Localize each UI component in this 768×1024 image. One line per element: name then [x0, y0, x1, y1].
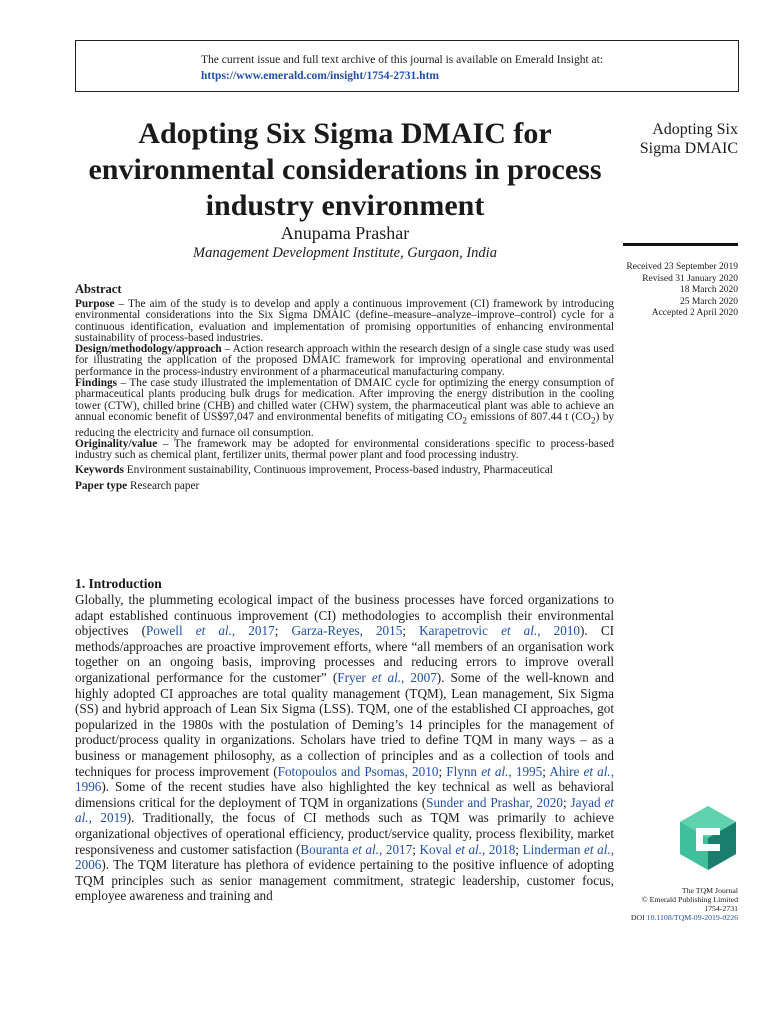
body-text: ). The TQM literature has plethora of evidence pertaining to the positive influence of adopting TQM principles such as senior management commitment, strategic leadership, customer focus, employee awareness and training and	[75, 857, 614, 904]
paper-type	[75, 481, 614, 492]
section-heading-introduction: 1. Introduction	[75, 576, 162, 591]
keywords	[75, 465, 614, 476]
purpose-label: Purpose	[75, 298, 115, 310]
originality-text: – The framework may be adopted for environmental considerations specific to process-based industry such as chemical plant, fertilizer units, thermal power plant and food processing industry.	[75, 437, 614, 462]
abstract	[75, 282, 614, 492]
citation-link[interactable]: Powell et al., 2017	[145, 623, 275, 639]
findings-label: Findings	[75, 377, 118, 390]
journal-publisher: © Emerald Publishing Limited	[641, 895, 738, 904]
abstract-originality	[75, 439, 614, 462]
citation-link[interactable]: Sunder and Prashar, 2020	[426, 794, 563, 810]
abstract-findings	[75, 378, 614, 439]
crossref-logo-icon	[678, 804, 738, 884]
keywords-text: Environment sustainability, Continuous improvement, Process-based industry, Pharmaceutical	[123, 464, 553, 477]
abstract-heading: Abstract	[75, 282, 122, 296]
author-affiliation: Management Development Institute, Gurgaon, India	[193, 245, 497, 261]
body-text: ). CI methods/approaches are proactive improvement efforts, where “all members of an organisation work together on an ongoing basis, improving processes and reducing errors to improve overall organizational performance for the customer” (	[75, 623, 615, 685]
body-text: Globally, the plummeting ecological impact of the business processes have forced organizations to adapt established continuous improvement (CI) methodologies to accomplish their environmental objectives (	[75, 592, 614, 639]
doi-link[interactable]: 10.1108/TQM-09-2019-0226	[646, 913, 738, 922]
findings-text-b: emissions of 807.44 t (CO	[467, 410, 591, 423]
date-accepted: Accepted 2 April 2020	[651, 308, 738, 318]
body-text: ). Traditionally, the focus of CI methods such as TQM was primarily to achieve organizational objectives of operational efficiency, product/service quality, process flexibility, market responsiveness and customer satisfaction (	[75, 810, 614, 857]
citation-link[interactable]: Karapetrovic et al., 2010	[419, 623, 581, 639]
citation-link[interactable]: Garza-Reyes, 2015	[291, 623, 403, 639]
citation-link[interactable]: Flynn et al., 1995	[446, 763, 543, 779]
date-revised-2: 18 March 2020	[679, 285, 738, 295]
body-text: ;	[412, 841, 420, 857]
abstract-purpose	[75, 299, 614, 344]
journal-issn: 1754-2731	[704, 904, 738, 913]
date-revised-3: 25 March 2020	[679, 296, 738, 307]
subscript-2b: 2	[590, 416, 596, 427]
submission-dates	[600, 262, 738, 320]
body-text: ;	[402, 623, 420, 639]
journal-name: The TQM Journal	[681, 886, 738, 895]
findings-text-c: ) by reducing the electricity and furnace oil consumption.	[75, 410, 614, 439]
margin-rule	[623, 243, 738, 246]
design-label: Design/methodology/approach	[75, 343, 222, 356]
citation-link[interactable]: Fotopoulos and Psomas, 2010	[277, 763, 439, 779]
running-head: Adopting Six Sigma DMAIC	[639, 121, 738, 157]
body-text: ;	[274, 623, 292, 639]
journal-archive-notice	[75, 40, 739, 92]
citation-link[interactable]: Linderman et al., 2006	[75, 841, 614, 873]
date-revised: Revised 31 January 2020	[642, 273, 738, 284]
citation-link[interactable]: Fryer et al., 2007	[337, 669, 437, 685]
doi-label: DOI	[630, 913, 647, 922]
citation-link[interactable]: Jayad et al., 2019	[75, 794, 614, 826]
date-received: Received 23 September 2019	[626, 262, 738, 272]
body-text: ;	[515, 841, 523, 857]
keywords-label: Keywords	[75, 464, 124, 477]
purpose-text: – The aim of the study is to develop and apply a continuous improvement (CI) framework by introducing environmental considerations into the Six Sigma DMAIC (define–measure–analyze–improve–control) cycle for a continuous identification, evaluation and implementation of promising opportunities of enhancing environmental sustainability of process-based industries.	[75, 298, 614, 344]
paper-type-text: Research paper	[127, 479, 200, 492]
citation-link[interactable]: Koval et al., 2018	[419, 841, 516, 857]
journal-info	[600, 886, 738, 922]
body-text: ;	[438, 763, 447, 779]
paper-type-label: Paper type	[75, 479, 128, 492]
journal-doi	[600, 913, 738, 922]
journal-url-link[interactable]: https://www.emerald.com/insight/1754-2731.htm	[201, 70, 439, 82]
body-text: ;	[542, 763, 550, 779]
body-text: ). Some of the well-known and highly adopted CI approaches are total quality management (TQM), Lean management, Six Sigma (SS) and hybrid approach of Lean Six Sigma (LSS). TQM, one of the established CI approaches, got popularized in the 1980s with the postulation of Deming’s 14 principles for the management of product/process quality in organizations. Scholars have tried to define TQM in many ways – as a business or management philosophy, as a collection of principles and as a collection of tools and techniques for process improvement (	[75, 669, 615, 779]
citation-link[interactable]: Ahire et al., 1996	[75, 763, 615, 795]
abstract-design	[75, 344, 614, 378]
citation-link[interactable]: Bouranta et al., 2017	[300, 841, 413, 857]
paper-title: Adopting Six Sigma DMAIC for environmental considerations in process industry environment	[88, 117, 602, 222]
findings-text-a: – The case study illustrated the implementation of DMAIC cycle for optimizing the energy consumption of pharmaceutical plants producing bulk drugs for medication. After improving the energy distribution in the cooling tower (CTW), chilled brine (CHB) and chilled water (CHW) system, the pharmaceutical plant was able to achieve an annual economic benefit of US$97,047 and environmental benefits of mitigating CO	[75, 377, 614, 423]
design-text: – Action research approach within the research design of a single case study was used for illustrating the application of the proposed DMAIC framework for improving operational and environmental performance in the process-industry environment of a pharmaceutical manufacturing company.	[75, 343, 614, 378]
originality-label: Originality/value	[75, 437, 158, 450]
body-text: ). Some of the recent studies have also highlighted the key technical as well as behavioral dimensions critical for the deployment of TQM in organizations (	[75, 779, 614, 810]
author-name: Anupama Prashar	[280, 223, 410, 243]
subscript-2: 2	[462, 416, 468, 427]
notice-text: The current issue and full text archive of this journal is available on Emerald Insight at:	[201, 54, 604, 66]
body-text: ;	[562, 794, 571, 810]
introduction-paragraph	[75, 592, 614, 904]
